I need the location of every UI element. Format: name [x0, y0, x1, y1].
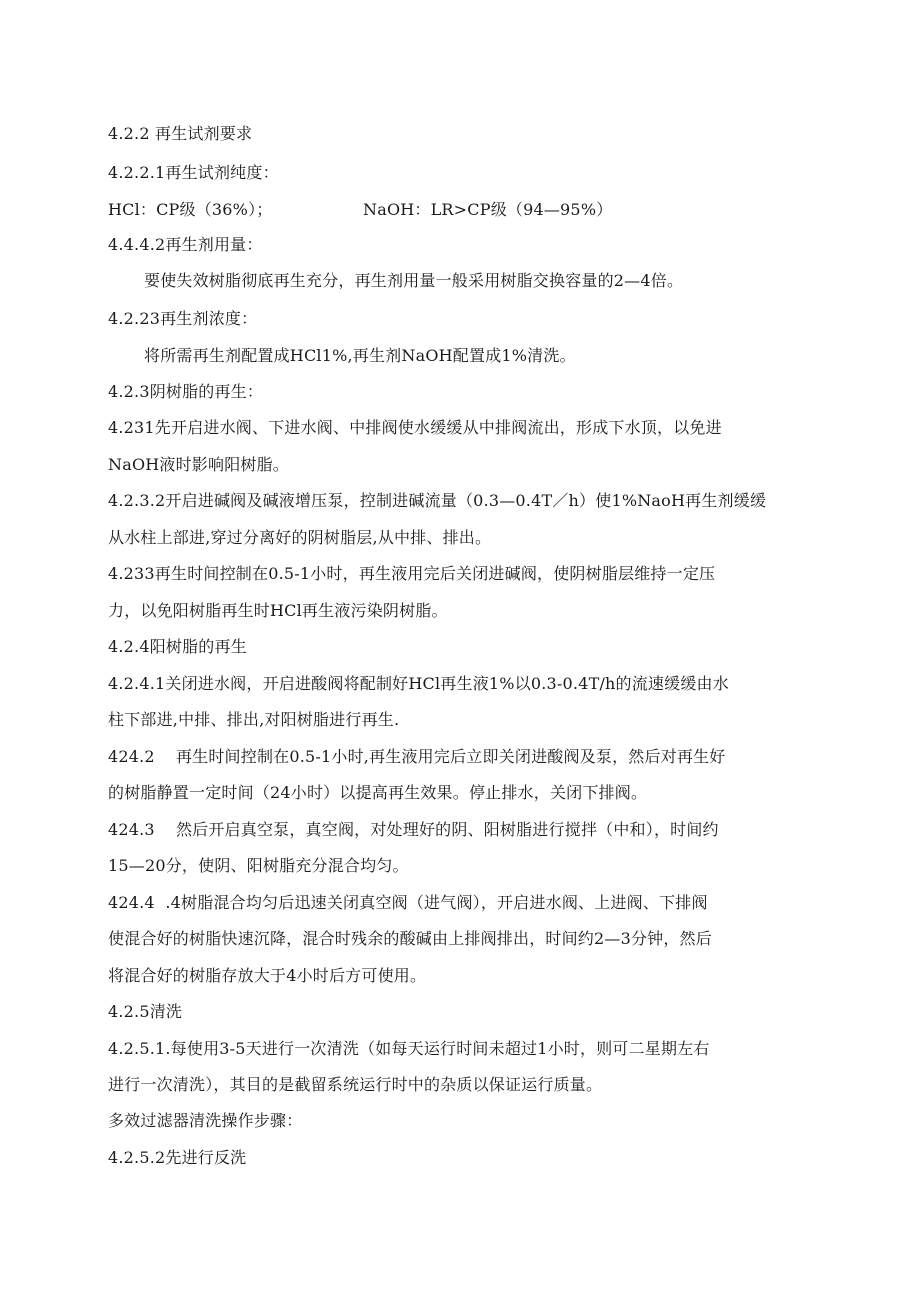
- heading-4-2-5-2: 4.2.5.2先进行反洗: [108, 1148, 247, 1167]
- paragraph-line: 进行一次清洗），其目的是截留系统运行时中的杂质以保证运行质量。: [108, 1075, 603, 1094]
- paragraph-line: 的树脂静置一定时间（24小时）以提高再生效果。停止排水，关闭下排阀。: [108, 783, 648, 802]
- paragraph-line: 将混合好的树脂存放大于4小时后方可使用。: [108, 966, 427, 985]
- heading-4-2-23: 4.2.23再生剂浓度：: [108, 309, 258, 328]
- heading-4-2-2: 4.2.2 再生试剂要求: [108, 124, 253, 143]
- paragraph-line: 15—20分，使阴、阳树脂充分混合均匀。: [108, 856, 409, 875]
- heading-4-2-2-1: 4.2.2.1再生试剂纯度：: [108, 163, 279, 182]
- paragraph-line: 使混合好的树脂快速沉降，混合时残余的酸碱由上排阀排出，时间约2—3分钟，然后: [108, 929, 712, 948]
- heading-4-4-4-2: 4.4.4.2再生剂用量：: [108, 235, 263, 254]
- paragraph-line: 4.2.5.1.每使用3-5天进行一次清洗（如每天运行时间未超过1小时，则可二星期左右: [108, 1039, 710, 1058]
- paragraph-line: 424.2 再生时间控制在0.5-1小时,再生液用完后立即关闭进酸阀及泵，然后对再生好: [108, 747, 726, 766]
- paragraph-line: 多效过滤器清洗操作步骤：: [108, 1111, 303, 1130]
- paragraph-line: 柱下部进,中排、排出,对阳树脂进行再生.: [108, 710, 400, 729]
- paragraph-line: 4.231先开启进水阀、下进水阀、中排阀使水缓缓从中排阀流出，形成下水顶，以免进: [108, 418, 722, 437]
- paragraph-dosage: 要使失效树脂彻底再生充分，再生剂用量一般采用树脂交换容量的2—4倍。: [144, 271, 684, 290]
- paragraph-line: NaOH液时影响阳树脂。: [108, 455, 290, 474]
- heading-4-2-4: 4.2.4阳树脂的再生: [108, 637, 247, 656]
- heading-4-2-5: 4.2.5清洗: [108, 1002, 183, 1021]
- paragraph-line: 4.2.4.1关闭进水阀，开启进酸阀将配制好HCl再生液1%以0.3-0.4T/h的流速缓缓由水: [108, 674, 729, 693]
- paragraph-line: 4.233再生时间控制在0.5-1小时，再生液用完后关闭进碱阀，使阴树脂层维持一定压: [108, 564, 716, 583]
- paragraph-line: 424.3 然后开启真空泵，真空阀，对处理好的阴、阳树脂进行搅拌（中和），时间约: [108, 820, 719, 839]
- paragraph-line: 4.2.3.2开启进碱阀及碱液增压泵，控制进碱流量（0.3—0.4T／h）使1%NaoH再生剂缓缓: [108, 491, 767, 510]
- heading-4-2-3: 4.2.3阴树脂的再生：: [108, 382, 264, 401]
- paragraph-concentration: 将所需再生剂配置成HCl1%,再生剂NaOH配置成1%清洗。: [144, 346, 576, 365]
- paragraph-line: 424.4 .4树脂混合均匀后迅速关闭真空阀（进气阀），开启进水阀、上进阀、下排阀: [108, 893, 708, 912]
- purity-hcl: HCl：CP级（36%）；: [108, 200, 273, 219]
- purity-naoh: NaOH：LR>CP级（94—95%）: [363, 200, 613, 219]
- paragraph-line: 力，以免阳树脂再生时HCl再生液污染阴树脂。: [108, 601, 448, 620]
- paragraph-line: 从水柱上部进,穿过分离好的阴树脂层,从中排、排出。: [108, 528, 492, 547]
